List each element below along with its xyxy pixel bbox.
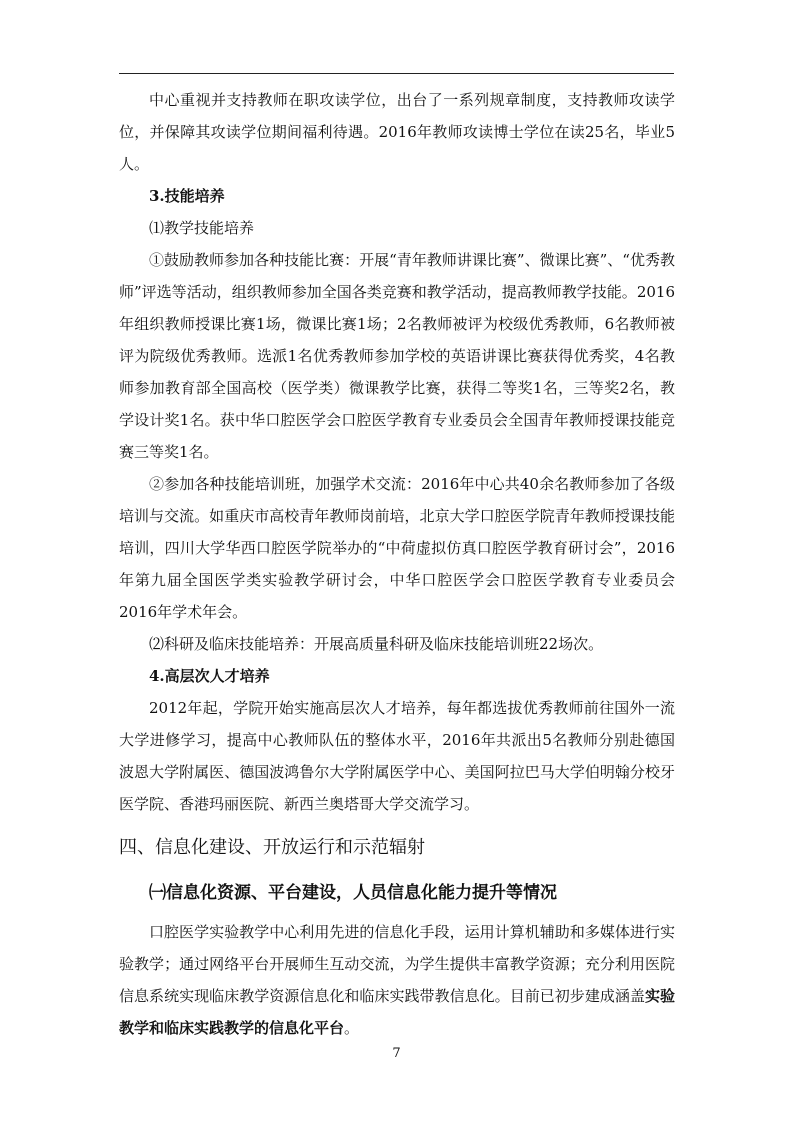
- subheading-teaching-skills: ⑴教学技能培养: [149, 219, 255, 237]
- heading-high-level-talent: 4.高层次人才培养: [149, 667, 270, 685]
- paragraph-info-text: 口腔医学实验教学中心利用先进的信息化手段，运用计算机辅助和多媒体进行实验教学；通过网络平台开展师生互动交流，为学生提供丰富教学资源；充分利用医院信息系统实现临床教学资源信息化和临床实践带教信息化。目前已初步建成涵盖: [119, 923, 675, 1005]
- paragraph-info-end: 。: [344, 1019, 360, 1037]
- paragraph-info-platform: [119, 916, 675, 1044]
- section-heading-informatization: 四、信息化建设、开放运行和示范辐射: [119, 837, 425, 858]
- paragraph-info-bold: 实验教学和临床实践教学的信息化平台: [119, 987, 675, 1037]
- heading-skills-training: 3.技能培养: [149, 187, 225, 205]
- paragraph-degree-study: 中心重视并支持教师在职攻读学位，出台了一系列规章制度，支持教师攻读学位，并保障其攻读学位期间福利待遇。2016年教师攻读博士学位在读25名，毕业5人。: [119, 91, 675, 173]
- subheading-research-clinical: ⑵科研及临床技能培养：开展高质量科研及临床技能培训班22场次。: [149, 635, 604, 653]
- paragraph-competitions: ①鼓励教师参加各种技能比赛：开展“青年教师讲课比赛”、微课比赛”、“优秀教师”评选等活动，组织教师参加全国各类竞赛和教学活动，提高教师教学技能。2016年组织教师授课比赛1场，微课比赛1场；2名教师被评为校级优秀教师，6名教师被评为院级优秀教师。选派1名优秀教师参加学校的英语讲课比赛获得优秀奖，4名教师参加教育部全国高校（医学类）微课教学比赛，获得二等奖1名，三等奖2名，教学设计奖1名。获中华口腔医学会口腔医学教育专业委员会全国青年教师授课技能竞赛三等奖1名。: [119, 251, 675, 461]
- paragraph-training-exchange: ②参加各种技能培训班，加强学术交流：2016年中心共40余名教师参加了各级培训与交流。如重庆市高校青年教师岗前培，北京大学口腔医学院青年教师授课技能培训，四川大学华西口腔医学院举办的“中荷虚拟仿真口腔医学教育研讨会”，2016年第九届全国医学类实验教学研讨会，中华口腔医学会口腔医学教育专业委员会2016年学术年会。: [119, 475, 675, 621]
- paragraph-overseas-study: 2012年起，学院开始实施高层次人才培养，每年都选拔优秀教师前往国外一流大学进修学习，提高中心教师队伍的整体水平，2016年共派出5名教师分别赴德国波恩大学附属医、德国波鸿鲁尔大学附属医学中心、美国阿拉巴马大学伯明翰分校牙医学院、香港玛丽医院、新西兰奥塔哥大学交流学习。: [119, 699, 675, 813]
- page-number: 7: [392, 1046, 401, 1061]
- subsection-heading-platform: ㈠信息化资源、平台建设，人员信息化能力提升等情况: [149, 883, 557, 903]
- page-body: [119, 84, 675, 1044]
- header-rule: [119, 73, 674, 74]
